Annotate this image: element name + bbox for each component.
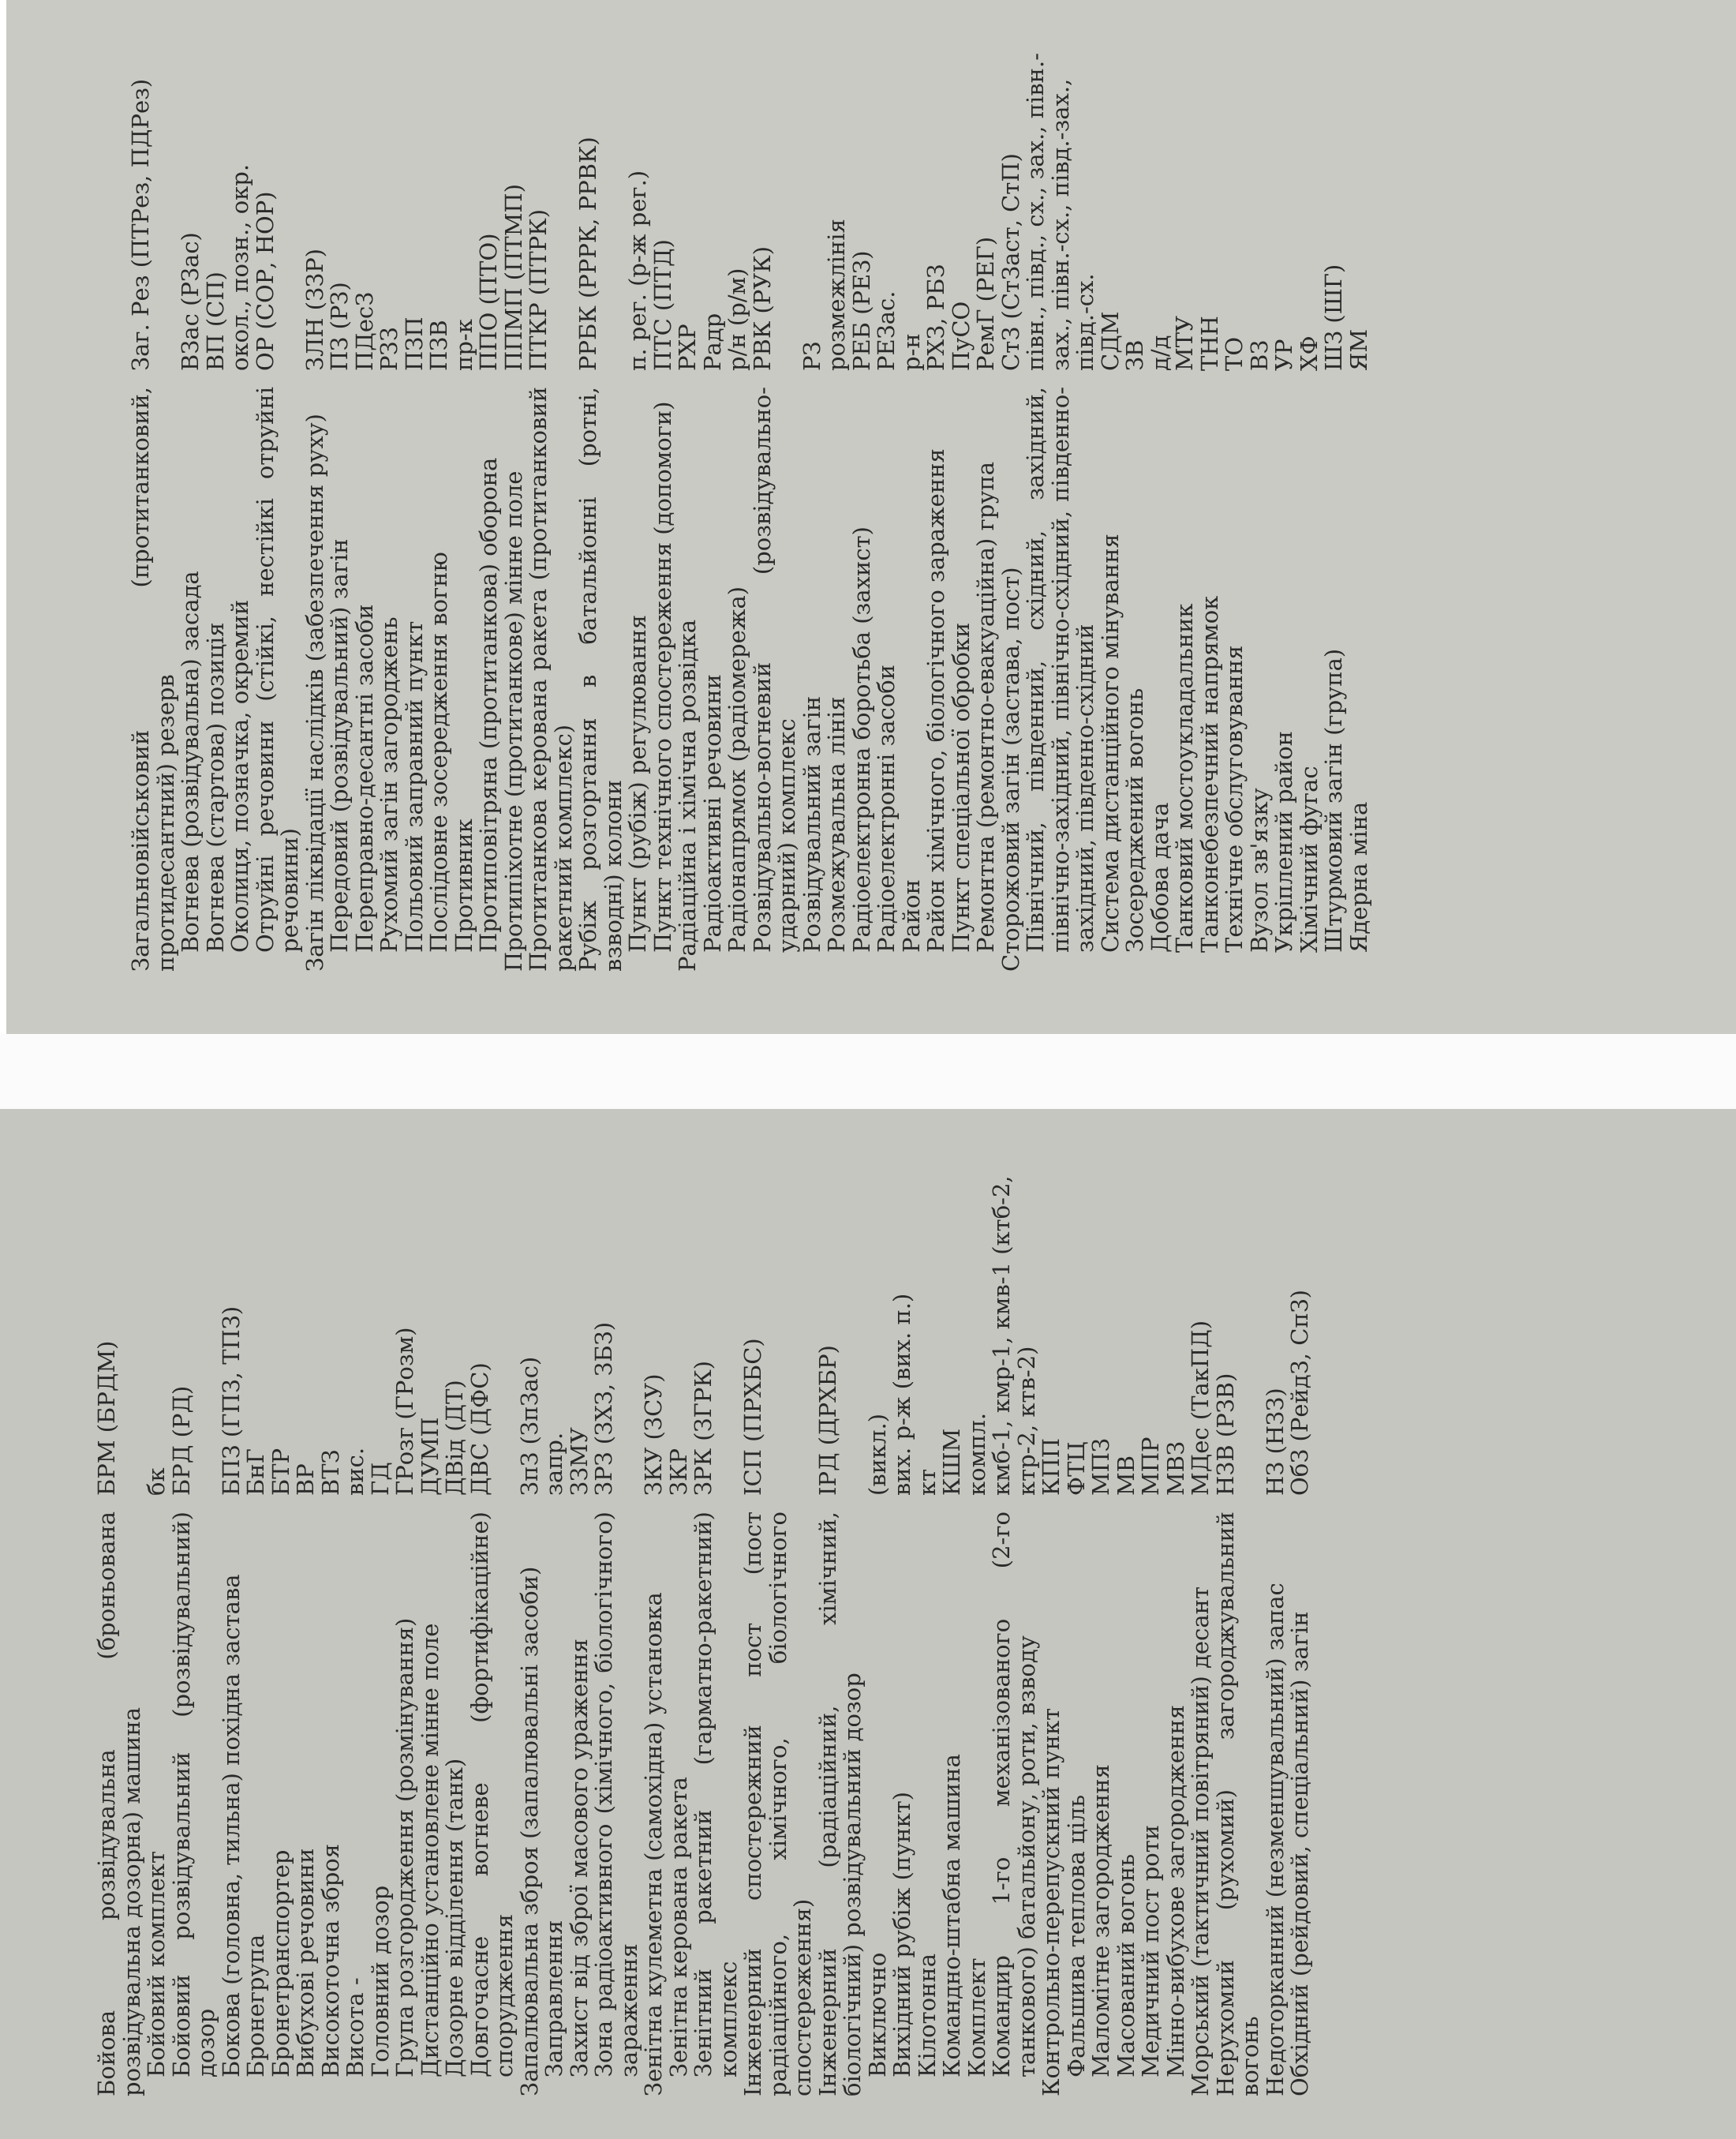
glossary-entry <box>1089 1125 1114 2123</box>
glossary-abbreviation: бк <box>143 1467 170 1496</box>
glossary-abbreviation: ВП (СП) <box>201 272 229 371</box>
glossary-abbreviation: ГРозг (ГРозм) <box>391 1327 418 1496</box>
glossary-entry <box>350 8 378 998</box>
glossary-abbreviation: ЗРК (ЗГРК) <box>690 1360 716 1496</box>
glossary-term: Зенітна кулеметна (самохідна) установка <box>640 1592 667 2096</box>
page-gutter <box>0 1034 1736 1109</box>
glossary-abbreviation: Радр <box>698 313 726 371</box>
glossary-abbreviation: ППО (ПТО) <box>475 233 502 371</box>
glossary-entry <box>244 1125 269 2123</box>
glossary-abbreviation: вих. р-ж (вих. п.) <box>889 1293 915 1496</box>
glossary-entry <box>691 1125 741 2123</box>
glossary-entry <box>178 8 204 998</box>
glossary-entry <box>269 1125 294 2123</box>
glossary-term: Ремонтна (ремонтно-евакуаційна) група <box>972 461 999 953</box>
glossary-term: Вибухові речовини <box>292 1848 319 2077</box>
glossary-term: Високоточна зброя <box>316 1843 344 2077</box>
glossary-entry <box>890 1125 915 2123</box>
glossary-term: Радіоелектронна боротьба (захист) <box>847 526 875 953</box>
glossary-term: Вихідний рубіж (пункт) <box>889 1791 915 2077</box>
glossary-term: Захист від зброї масового ураження <box>565 1639 593 2077</box>
glossary-entry <box>452 8 477 998</box>
glossary-term: Контрольно-перепускний пункт <box>1038 1707 1064 2096</box>
glossary-entry <box>144 1125 170 2123</box>
glossary-entry <box>1188 1125 1214 2123</box>
glossary-abbreviation: БРМ (БРДМ) <box>93 1340 120 1496</box>
glossary-term: Протипіхотне (протитанкове) мінне поле <box>499 470 527 972</box>
glossary-term: Морський (тактичний повітряний) десант <box>1187 1586 1214 2096</box>
glossary-entry <box>1064 1125 1090 2123</box>
glossary-abbreviation: кмб-1, кмр-1, кмв-1 (ктб-2, ктр-2, ктв-2) <box>988 1175 1040 1496</box>
glossary-abbreviation: УР <box>1270 339 1297 371</box>
glossary-abbreviation: ГД <box>366 1462 394 1496</box>
glossary-term: Бронетранспортер <box>267 1849 294 2077</box>
glossary-entry <box>499 8 527 998</box>
glossary-entry <box>1272 8 1297 998</box>
glossary-entry <box>800 8 825 998</box>
glossary-abbreviation: Заг. Рез (ПТРез, ПДРез) <box>127 78 154 371</box>
glossary-abbreviation: МПР <box>1137 1437 1164 1496</box>
glossary-entry <box>526 8 576 998</box>
glossary-term: Недоторканний (незменшувальний) запас <box>1261 1583 1289 2096</box>
glossary-entry <box>427 8 452 998</box>
glossary-entry <box>750 8 800 998</box>
glossary-entry <box>1023 8 1098 998</box>
glossary-entry <box>393 1125 418 2123</box>
glossary-abbreviation: ДВС (ДФС) <box>466 1362 493 1496</box>
glossary-entry <box>468 1125 518 2123</box>
glossary-abbreviation: ПуСО <box>947 301 975 371</box>
glossary-abbreviation: ВЗас (РЗас) <box>177 232 204 371</box>
glossary-abbreviation: окол., позн., окр. <box>226 163 253 371</box>
glossary-abbreviation: р/н (р/м) <box>724 268 750 371</box>
glossary-term: Польовий заправний пункт <box>400 620 428 953</box>
glossary-term: Вузол зв'язку <box>1245 788 1273 953</box>
glossary-term: Розвідувально-вогневий (розвідувально-ударний) комплекс <box>748 387 800 953</box>
glossary-abbreviation: д/д <box>1146 335 1173 371</box>
glossary-term: Головний дозор <box>366 1885 394 2077</box>
glossary-term: Загін ліквідації наслідків (забезпечення руху) <box>301 414 328 972</box>
glossary-abbreviation: ІСП (ПРХБС) <box>739 1338 766 1496</box>
glossary-term: Медичний пост роти <box>1137 1824 1164 2077</box>
glossary-abbreviation: ПЗ (РЗ) <box>326 282 353 371</box>
glossary-abbreviation: БРД (РД) <box>167 1385 195 1496</box>
glossary-entry <box>897 8 925 998</box>
glossary-term: Командир 1-го механізованого (2-го танкового) батальйону, роти, взводу <box>988 1512 1040 2077</box>
glossary-abbreviation: розмежлінія <box>823 219 850 371</box>
glossary-abbreviation: РХР <box>674 324 701 371</box>
glossary-abbreviation: РЕЗас. <box>873 290 900 371</box>
glossary-entry <box>698 8 726 998</box>
glossary-term: Дозорне відділення (танк) <box>441 1758 468 2077</box>
glossary-term: Танковий мостоукладальник <box>1171 603 1198 953</box>
glossary-term: Радіонапрямок (радіомережа) <box>724 586 750 953</box>
glossary-entry <box>1164 1125 1189 2123</box>
glossary-term: Пункт (рубіж) регулювання <box>624 614 651 953</box>
glossary-abbreviation: РемГ (РЕГ) <box>972 236 999 371</box>
glossary-entry <box>965 1125 990 2123</box>
glossary-entry <box>825 8 850 998</box>
glossary-term: Запалювальна зброя (запалювальні засоби) <box>515 1566 543 2096</box>
glossary-abbreviation: ЗЗМУ <box>565 1427 593 1496</box>
glossary-abbreviation: СДМ <box>1096 311 1124 371</box>
glossary-abbreviation: пр-к <box>450 319 477 371</box>
glossary-abbreviation: ОР (СОР, НОР) <box>251 191 279 371</box>
glossary-abbreviation: ТНН <box>1195 316 1223 371</box>
top-page-text-block <box>129 8 1644 998</box>
glossary-term: Ядерна міна <box>1345 801 1372 953</box>
glossary-term: Загальновійськовий (протитанковий, протидесантний) резерв <box>127 387 179 972</box>
glossary-entry <box>201 8 229 998</box>
glossary-abbreviation: ВР <box>292 1463 319 1496</box>
glossary-abbreviation: півн., півд., сх., зах., півн.-зах., півн.-сх., півд.-зах., півд.-сх. <box>1022 53 1098 371</box>
bottom-page <box>0 1109 1736 2139</box>
glossary-abbreviation: р-н <box>897 333 925 371</box>
glossary-abbreviation: ОбЗ (РейдЗ, СпЗ) <box>1286 1289 1313 1496</box>
glossary-entry <box>725 8 750 998</box>
glossary-abbreviation: п. рег. (р-ж рег.) <box>624 170 651 371</box>
glossary-term: Мінно-вибухове загородження <box>1162 1704 1189 2077</box>
glossary-term: Фальшива теплова ціль <box>1062 1794 1090 2077</box>
glossary-abbreviation: СтЗ (СтЗаст, СтП) <box>997 153 1024 371</box>
glossary-abbreviation: РРБК (РРРК, РРВК) <box>574 137 601 371</box>
glossary-abbreviation: (викл.) <box>863 1413 891 1496</box>
glossary-entry <box>915 1125 941 2123</box>
glossary-entry <box>219 1125 245 2123</box>
glossary-abbreviation: БнГ <box>242 1448 269 1496</box>
glossary-entry <box>327 8 353 998</box>
glossary-entry <box>990 1125 1039 2123</box>
glossary-term: Перепрaвно-десантні засоби <box>350 604 378 953</box>
glossary-entry <box>1322 8 1347 998</box>
glossary-term: Заправлення <box>541 1920 567 2077</box>
glossary-term: Північний, південний, східний, західний, північно-західний, північно-східний, південно-західний, південно-східний <box>1022 387 1098 953</box>
glossary-entry <box>1173 8 1198 998</box>
glossary-entry <box>816 1125 866 2123</box>
glossary-abbreviation: МВ <box>1112 1455 1139 1496</box>
glossary-entry <box>664 1125 692 2123</box>
glossary-entry <box>1039 1125 1064 2123</box>
glossary-entry <box>863 1125 891 2123</box>
glossary-entry <box>1098 8 1124 998</box>
glossary-term: Район <box>897 879 925 953</box>
glossary-abbreviation: ВЗ <box>1245 339 1273 371</box>
glossary-term: Район хімічного, біологічного зараження <box>922 448 949 953</box>
glossary-entry <box>95 1125 144 2123</box>
glossary-term: Висота - <box>342 1977 369 2077</box>
glossary-entry <box>847 8 875 998</box>
glossary-term: Маломітне загородження <box>1087 1764 1114 2077</box>
glossary-term: Обхідний (рейдовий, спеціальний) загін <box>1286 1611 1313 2096</box>
glossary-abbreviation: РЗ <box>798 341 825 371</box>
glossary-abbreviation: ВТЗ <box>316 1449 344 1496</box>
glossary-entry <box>129 8 178 998</box>
glossary-entry <box>1195 8 1223 998</box>
glossary-term: Розмежувальна лінія <box>823 696 850 953</box>
glossary-entry <box>651 8 676 998</box>
glossary-entry <box>675 8 701 998</box>
glossary-term: Зенітний ракетний (гарматно-ракетний) комплекс <box>690 1512 742 2077</box>
glossary-abbreviation: запр. <box>541 1432 567 1496</box>
glossary-entry <box>1288 1125 1313 2123</box>
glossary-term: Сторожовий загін (застава, пост) <box>997 567 1024 972</box>
glossary-entry <box>1139 1125 1164 2123</box>
glossary-abbreviation: кт <box>913 1468 941 1496</box>
glossary-term: Хімічний фугас <box>1295 766 1323 953</box>
glossary-term: Штурмовий загін (група) <box>1320 648 1347 953</box>
glossary-term: Система дистанційного мінування <box>1096 534 1124 953</box>
glossary-entry <box>1222 8 1248 998</box>
glossary-abbreviation: НЗ (НЗЗ) <box>1261 1388 1289 1496</box>
glossary-abbreviation: РХЗ, РБЗ <box>922 264 949 371</box>
glossary-abbreviation: ЗКР <box>664 1448 692 1496</box>
glossary-abbreviation: КШМ <box>938 1428 965 1496</box>
glossary-entry <box>343 1125 369 2123</box>
glossary-entry <box>402 8 428 998</box>
glossary-abbreviation: ХФ <box>1295 335 1323 371</box>
glossary-term: Розвідувальний загін <box>798 695 825 953</box>
glossary-abbreviation: вис. <box>342 1447 369 1496</box>
glossary-term: Пункт спеціальної обробки <box>947 622 975 953</box>
glossary-abbreviation: компл. <box>963 1412 990 1496</box>
glossary-term: Дистанційно установлене мінне поле <box>416 1623 443 2077</box>
glossary-abbreviation: БПЗ (ГПЗ, ТПЗ) <box>217 1306 245 1496</box>
glossary-entry <box>1263 1125 1289 2123</box>
glossary-abbreviation: ПЗВ <box>425 320 452 371</box>
glossary-entry <box>228 8 253 998</box>
glossary-entry <box>303 8 328 998</box>
glossary-abbreviation: ЯМ <box>1345 328 1372 371</box>
glossary-entry <box>999 8 1024 998</box>
glossary-entry <box>253 8 303 998</box>
glossary-abbreviation: РВК (РУК) <box>748 245 776 371</box>
glossary-term: Бойовий комплект <box>143 1851 170 2077</box>
glossary-term: Рухомий загін загороджень <box>376 616 402 953</box>
glossary-entry <box>294 1125 319 2123</box>
glossary-term: Зенітна керована ракета <box>664 1777 692 2077</box>
glossary-entry <box>874 8 900 998</box>
glossary-entry <box>443 1125 468 2123</box>
glossary-entry <box>974 8 999 998</box>
glossary-entry <box>1347 8 1372 998</box>
glossary-abbreviation: ЗЛН (ЗЗР) <box>301 248 328 371</box>
glossary-term: Група розгородження (розмінування) <box>391 1617 418 2077</box>
glossary-abbreviation: НЗВ (РЗВ) <box>1211 1373 1239 1496</box>
glossary-entry <box>741 1125 816 2123</box>
glossary-entry <box>592 1125 642 2123</box>
glossary-entry <box>576 8 626 998</box>
glossary-abbreviation: КПП <box>1038 1437 1064 1496</box>
glossary-term: Інженерний спостережний пост (пост радіаційного, хімічного, біологічного спостереження) <box>739 1512 816 2096</box>
glossary-term: Бокова (головна, тильна) похідна застава <box>217 1574 245 2077</box>
glossary-abbreviation: МПЗ <box>1087 1437 1114 1496</box>
glossary-abbreviation: ЗРЗ (ЗХЗ, ЗБЗ) <box>590 1321 617 1496</box>
glossary-term: Радіоактивні речовини <box>698 674 726 953</box>
glossary-term: Технічне обслуговування <box>1221 645 1248 953</box>
glossary-term: Кілотонна <box>913 1953 941 2077</box>
glossary-abbreviation: ШЗ (ШГ) <box>1320 264 1347 371</box>
glossary-abbreviation: ФТЦ <box>1062 1441 1090 1496</box>
glossary-abbreviation: ППМП (ПТМП) <box>499 183 527 371</box>
glossary-term: Нерухомий (рухомий) загороджувальний вогонь <box>1211 1512 1263 2096</box>
glossary-term: Вогнева (стартова) позиція <box>201 622 229 953</box>
glossary-entry <box>949 8 975 998</box>
glossary-entry <box>1211 1125 1263 2123</box>
glossary-term: Протитанкова керована ракета (протитанковий ракетний комплекс) <box>525 387 577 972</box>
glossary-term: Передовий (розвідувальний) загін <box>326 538 353 953</box>
glossary-entry <box>567 1125 593 2123</box>
glossary-entry <box>940 1125 965 2123</box>
glossary-term: Довгочасне вогневе (фортифікаційне) спорудження <box>466 1512 518 2077</box>
glossary-abbreviation: МТУ <box>1171 316 1198 371</box>
glossary-term: Околиця, позначка, окремий <box>226 599 253 953</box>
glossary-abbreviation: ПЗП <box>400 317 428 371</box>
bottom-page-text-block <box>95 1125 1673 2123</box>
glossary-entry <box>418 1125 443 2123</box>
glossary-abbreviation: БТР <box>267 1448 294 1496</box>
glossary-abbreviation: ПДесЗ <box>350 291 378 371</box>
glossary-term: Бронегрупа <box>242 1934 269 2077</box>
glossary-term: Противник <box>450 819 477 953</box>
top-page <box>6 0 1736 1034</box>
glossary-entry <box>316 1125 344 2123</box>
glossary-entry <box>1245 8 1273 998</box>
glossary-term: Інженерний (радіаційний, хімічний, біологічний) розвідувальний дозор <box>814 1512 866 2096</box>
glossary-term: Бойова розвідувальна (броньована розвідувальна дозорна) машина <box>93 1512 145 2096</box>
glossary-term: Зосереджений вогонь <box>1121 687 1148 953</box>
glossary-term: Пункт технічного спостереження (допомоги) <box>649 401 676 953</box>
glossary-term: Радіоелектронні засоби <box>873 664 900 953</box>
glossary-abbreviation: ЗВ <box>1121 339 1148 371</box>
glossary-abbreviation: ПТКР (ПТРК) <box>525 208 552 371</box>
glossary-term: Отруйні речовини (стійкі, нестійкі отруйні речовини) <box>251 387 303 953</box>
glossary-entry <box>515 1125 543 2123</box>
glossary-abbreviation: РЗЗ <box>376 327 402 371</box>
glossary-term: Комплект <box>963 1957 990 2077</box>
glossary-term: Виключно <box>863 1952 891 2077</box>
glossary-term: Добова дача <box>1146 802 1173 953</box>
glossary-term: Послідовне зосередження вогню <box>425 552 452 953</box>
glossary-entry <box>1123 8 1148 998</box>
glossary-abbreviation: МДес (ТакПД) <box>1187 1320 1214 1496</box>
glossary-abbreviation: МВЗ <box>1162 1440 1189 1496</box>
glossary-term: Протиповітряна (протитанкова) оборона <box>475 457 502 953</box>
glossary-abbreviation: ПТС (ПТД) <box>649 239 676 371</box>
glossary-entry <box>924 8 949 998</box>
glossary-term: Масований вогонь <box>1112 1853 1139 2077</box>
glossary-entry <box>1114 1125 1139 2123</box>
glossary-entry <box>1148 8 1173 998</box>
glossary-term: Танконебезпечний напрямок <box>1195 595 1223 953</box>
glossary-term: Вогнева (розвідувальна) засада <box>177 571 204 953</box>
glossary-abbreviation: ІРД (ДРХБР) <box>814 1345 841 1496</box>
glossary-entry <box>377 8 402 998</box>
glossary-entry <box>642 1125 667 2123</box>
glossary-term: Зона радіоактивного (хімічного, біологічного) зараження <box>590 1512 642 2077</box>
glossary-abbreviation: РЕБ (РЕЗ) <box>847 250 875 371</box>
glossary-entry <box>167 1125 219 2123</box>
glossary-entry <box>366 1125 394 2123</box>
glossary-term: Командно-штабна машина <box>938 1754 965 2077</box>
glossary-entry <box>477 8 502 998</box>
glossary-entry <box>542 1125 567 2123</box>
glossary-term: Укріплений район <box>1270 730 1297 953</box>
glossary-entry <box>1297 8 1323 998</box>
glossary-abbreviation: ЗпЗ (ЗпЗас) <box>515 1356 543 1496</box>
glossary-term: Бойовий розвідувальний (розвідувальний) дозор <box>167 1512 219 2077</box>
glossary-abbreviation: ДВід (ДТ) <box>441 1380 468 1496</box>
glossary-term: Рубіж розгортання в батальйонні (ротні, взводні) колони <box>574 387 627 972</box>
glossary-abbreviation: ЗКУ (ЗСУ) <box>640 1373 667 1496</box>
glossary-abbreviation: ТО <box>1221 336 1248 371</box>
glossary-abbreviation: ДУМП <box>416 1417 443 1496</box>
glossary-entry <box>626 8 651 998</box>
glossary-term: Радіаційна і хімічна розвідка <box>674 620 701 972</box>
